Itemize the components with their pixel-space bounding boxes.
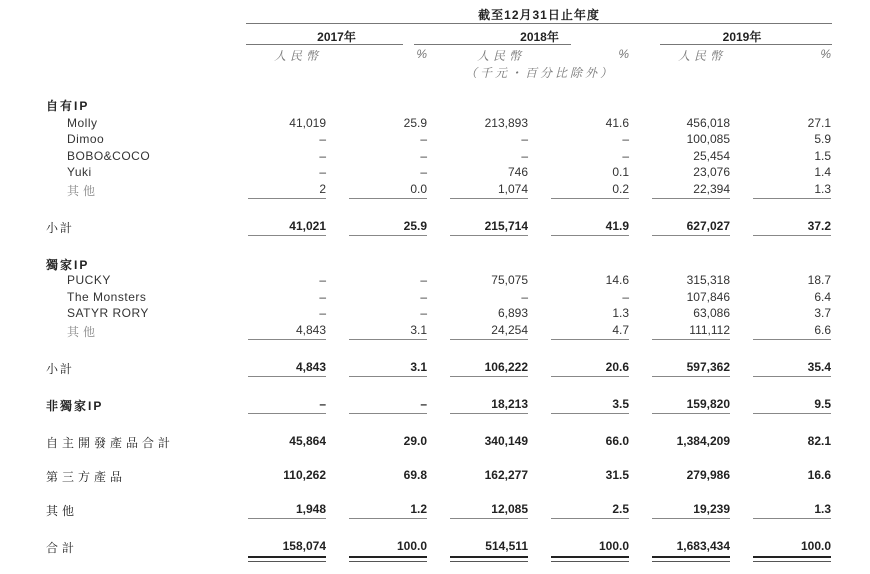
cell-2017-rmb: 158,074 xyxy=(282,539,326,553)
row-label: The Monsters xyxy=(67,290,147,304)
cell-2017-rmb: – xyxy=(319,397,326,411)
percent-label-2019: % xyxy=(820,47,831,61)
cell-2017-pct: 29.0 xyxy=(403,434,427,448)
cell-2017-pct: – xyxy=(420,306,427,320)
year-2017-rule xyxy=(246,44,403,45)
year-2019-header: 2019年 xyxy=(722,30,762,44)
cell-2017-rmb: – xyxy=(319,290,326,304)
cell-2019-rmb: 23,076 xyxy=(693,165,730,179)
year-2018-header: 2018年 xyxy=(520,30,559,44)
cell-2019-pct: 1.5 xyxy=(814,149,831,163)
cell-2019-rmb: 159,820 xyxy=(686,397,730,411)
cell-2019-pct: 35.4 xyxy=(807,360,831,374)
cell-2018-pct: – xyxy=(622,149,629,163)
cell-2017-rmb: 45,864 xyxy=(289,434,326,448)
cell-2019-pct: 3.7 xyxy=(814,306,831,320)
cell-2018-rmb: 18,213 xyxy=(491,397,528,411)
cell-2017-rmb: 2 xyxy=(319,182,326,196)
row-label: Yuki xyxy=(67,165,92,179)
cell-2018-pct: 4.7 xyxy=(612,323,629,337)
row-label: 其他 xyxy=(67,325,100,339)
cell-2018-pct: – xyxy=(622,132,629,146)
cell-2017-pct: 0.0 xyxy=(410,182,427,196)
percent-label-2017: % xyxy=(416,47,427,61)
cell-2019-rmb: 25,454 xyxy=(693,149,730,163)
cell-2017-rmb: – xyxy=(319,306,326,320)
cell-2019-rmb: 100,085 xyxy=(686,132,730,146)
cell-2019-pct: 100.0 xyxy=(800,539,831,553)
currency-label-2017: 人民幣 xyxy=(274,49,323,63)
row-label: 小計 xyxy=(46,362,75,376)
section-title-exclusive-ip: 獨家IP xyxy=(46,258,90,272)
cell-2019-rmb: 456,018 xyxy=(686,116,730,130)
cell-2017-rmb: 4,843 xyxy=(295,360,326,374)
cell-2019-pct: 6.6 xyxy=(814,323,831,337)
year-2018-rule xyxy=(414,44,571,45)
cell-2017-rmb: 1,948 xyxy=(295,502,326,516)
cell-2017-rmb: – xyxy=(319,132,326,146)
cell-2017-pct: – xyxy=(420,149,427,163)
cell-2018-rmb: 24,254 xyxy=(491,323,528,337)
cell-2018-pct: 100.0 xyxy=(598,539,629,553)
cell-2017-pct: – xyxy=(420,273,427,287)
cell-2017-rmb: – xyxy=(319,273,326,287)
header-top-rule xyxy=(246,23,832,24)
cell-2018-rmb: 75,075 xyxy=(491,273,528,287)
cell-2018-rmb: 106,222 xyxy=(484,360,528,374)
cell-2018-rmb: 12,085 xyxy=(491,502,528,516)
cell-2018-pct: 0.2 xyxy=(612,182,629,196)
cell-2018-rmb: 162,277 xyxy=(484,468,528,482)
cell-2017-rmb: – xyxy=(319,149,326,163)
cell-2019-rmb: 597,362 xyxy=(686,360,730,374)
cell-2019-rmb: 627,027 xyxy=(686,219,730,233)
row-label: BOBO&COCO xyxy=(67,149,151,163)
cell-2018-pct: 31.5 xyxy=(605,468,629,482)
cell-2019-pct: 1.3 xyxy=(814,502,831,516)
cell-2018-rmb: 213,893 xyxy=(484,116,528,130)
cell-2017-pct: 1.2 xyxy=(410,502,427,516)
cell-2018-pct: 3.5 xyxy=(612,397,629,411)
cell-2018-rmb: 1,074 xyxy=(497,182,528,196)
cell-2019-pct: 9.5 xyxy=(814,397,831,411)
cell-2017-rmb: 41,019 xyxy=(289,116,326,130)
cell-2018-pct: 41.9 xyxy=(605,219,629,233)
cell-2018-rmb: – xyxy=(521,132,528,146)
cell-2017-pct: – xyxy=(420,132,427,146)
period-title: 截至12月31日止年度 xyxy=(478,8,600,22)
cell-2017-pct: 100.0 xyxy=(396,539,427,553)
cell-2019-rmb: 1,384,209 xyxy=(676,434,730,448)
cell-2019-pct: 1.3 xyxy=(814,182,831,196)
cell-2019-pct: 27.1 xyxy=(807,116,831,130)
cell-2018-rmb: 514,511 xyxy=(485,539,528,553)
row-label: 合計 xyxy=(46,541,79,555)
cell-2019-rmb: 315,318 xyxy=(686,273,730,287)
cell-2017-rmb: 41,021 xyxy=(289,219,326,233)
cell-2018-rmb: 6,893 xyxy=(497,306,528,320)
cell-2019-pct: 16.6 xyxy=(807,468,831,482)
currency-label-2018: 人民幣 xyxy=(477,49,526,63)
cell-2019-pct: 82.1 xyxy=(807,434,831,448)
cell-2018-pct: 0.1 xyxy=(612,165,629,179)
section-title-own-ip: 自有IP xyxy=(46,99,90,113)
year-2017-header: 2017年 xyxy=(317,30,356,44)
percent-label-2018: % xyxy=(618,47,629,61)
cell-2018-rmb: – xyxy=(521,290,528,304)
cell-2017-rmb: 110,262 xyxy=(283,468,326,482)
row-label: PUCKY xyxy=(67,273,111,287)
cell-2019-pct: 18.7 xyxy=(807,273,831,287)
row-label: 第三方產品 xyxy=(46,470,127,484)
cell-2019-rmb: 107,846 xyxy=(686,290,730,304)
cell-2017-rmb: – xyxy=(319,165,326,179)
cell-2017-pct: – xyxy=(420,397,427,411)
cell-2019-rmb: 63,086 xyxy=(693,306,730,320)
cell-2018-pct: 2.5 xyxy=(612,502,629,516)
cell-2018-rmb: 746 xyxy=(507,165,528,179)
row-label: SATYR RORY xyxy=(67,306,149,320)
cell-2017-rmb: 4,843 xyxy=(295,323,326,337)
cell-2018-pct: 1.3 xyxy=(612,306,629,320)
cell-2017-pct: 69.8 xyxy=(403,468,427,482)
year-2019-rule xyxy=(660,44,832,45)
cell-2019-pct: 37.2 xyxy=(807,219,831,233)
cell-2018-rmb: 340,149 xyxy=(484,434,528,448)
cell-2018-pct: 20.6 xyxy=(605,360,629,374)
cell-2018-rmb: – xyxy=(521,149,528,163)
currency-label-2019: 人民幣 xyxy=(678,49,727,63)
cell-2017-pct: – xyxy=(420,165,427,179)
row-label: 其他 xyxy=(46,504,79,518)
row-label: 其他 xyxy=(67,184,100,198)
row-label: Molly xyxy=(67,116,98,130)
cell-2018-pct: – xyxy=(622,290,629,304)
cell-2019-rmb: 111,112 xyxy=(689,323,730,337)
cell-2018-pct: 41.6 xyxy=(605,116,629,130)
cell-2019-rmb: 279,986 xyxy=(686,468,730,482)
cell-2018-rmb: 215,714 xyxy=(484,219,528,233)
cell-2019-pct: 1.4 xyxy=(814,165,831,179)
cell-2018-pct: 14.6 xyxy=(605,273,629,287)
cell-2019-pct: 5.9 xyxy=(814,132,831,146)
cell-2018-pct: 66.0 xyxy=(605,434,629,448)
row-label: Dimoo xyxy=(67,132,105,146)
cell-2017-pct: – xyxy=(420,290,427,304)
row-label: 非獨家IP xyxy=(46,399,104,413)
cell-2019-rmb: 22,394 xyxy=(693,182,730,196)
cell-2017-pct: 3.1 xyxy=(410,323,427,337)
cell-2017-pct: 25.9 xyxy=(403,116,427,130)
row-label: 小計 xyxy=(46,221,75,235)
cell-2017-pct: 3.1 xyxy=(410,360,427,374)
cell-2019-rmb: 1,683,434 xyxy=(676,539,730,553)
row-label: 自主開發產品合計 xyxy=(46,436,175,450)
cell-2017-pct: 25.9 xyxy=(403,219,427,233)
cell-2019-pct: 6.4 xyxy=(814,290,831,304)
unit-note: （千元・百分比除外） xyxy=(464,66,615,80)
cell-2019-rmb: 19,239 xyxy=(693,502,730,516)
